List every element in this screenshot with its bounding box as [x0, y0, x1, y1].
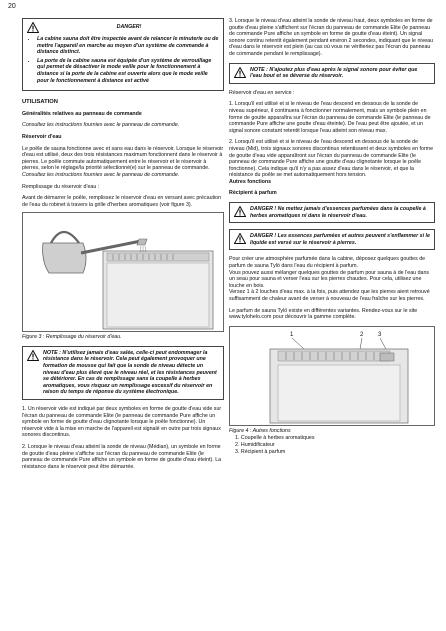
warning-triangle-icon [234, 233, 246, 244]
paragraph-2: 2. Lorsque le niveau d'eau atteint la sonde de niveau (Médian), un symbole en forme de goutte d'eau pleine s'affiche sur l'écran du panneau de commande Elite (le panneau de commande Pure affiche un symbole en forme de goutte d'eau éteint). La résistance dans le réservoir peut être démarrée. [22, 444, 222, 470]
perfume-text-2: Vous pouvez aussi mélanger quelques gouttes de parfum pour sauna à de l'eau dans un seau pour sauna et verser l'eau sur les pierres chaudes. Pour cela, utilisez une louche en bois. [229, 269, 430, 289]
figure-label: 1 [290, 331, 294, 338]
fill-title: Remplissage du réservoir d'eau : [22, 183, 100, 190]
perfume-text-1: Pour créer une atmosphère parfumée dans la cabine, déposez quelques gouttes de parfum de sauna Tylö dans l'eau du récipient à parfum. [229, 256, 426, 270]
figure-label: 2 [360, 331, 364, 338]
general-heading: Généralités relatives au panneau de commande [22, 110, 142, 117]
warning-triangle-icon [234, 67, 246, 78]
figure-4-item: 1. Coupelle à herbes aromatiques [235, 435, 315, 442]
warning-triangle-icon [27, 22, 39, 33]
right-column [229, 18, 435, 455]
paragraph-1: 1. Un réservoir vide est indiqué par deux symboles en forme de goutte d'eau vide sur l'écran du panneau de commande Elite (le panneau de commande Pure affiche un symbole en forme de goutte d'eau clignotante lorsque le poêle fonctionne). Un réservoir vide à la mise en marche de l'appareil est signalé en outre par trois signaux sonores discontinus. [22, 406, 222, 439]
fill-text: Avant de démarrer le poêle, remplissez le réservoir d'eau en versant avec précaution de l'eau du robinet à travers la grille d'herbes aromatiques (voir figure 3). [22, 195, 222, 208]
reservoir-text: Le poêle de sauna fonctionne avec et sans eau dans le réservoir. Lorsque le réservoir d'eau est utilisé, deux des trois résistances maximum fonctionnent dans le réservoir à pierres. Le poêle commute automatiquement entre le réservoir et le réservoir à pierres, selon le réglage/la priorité sélectionné(e) sur le panneau de commande. Consultez les instructions fournies avec le panneau de commande. [22, 145, 224, 178]
perfume-text-4: Le parfum de sauna Tylö existe en différentes variantes. Rendez-vous sur le site www.tylohelo.com pour découvrir la gamme complète. [229, 307, 418, 321]
service-2: 2. Lorsqu'il est utilisé et si le niveau de l'eau descend en dessous de la sonde de niveau (Mid), trois signaux sonores discontinus retentissent et deux symboles en forme de goutte d'eau vide apparaîtront sur l'écran du panneau de commande Elite (le panneau de commande Pure affiche une goutte d'eau clignotante lorsque le poêle fonctionne). Cela indique qu'il n'y a pas assez d'eau dans le réservoir, et que la résistance du poêle se met automatiquement hors tension. [229, 139, 434, 179]
danger-flammable-box: DANGER ! Les essences parfumées et autres peuvent s'enflammer si le liquide est versé sur le réservoir à pierres. [229, 229, 435, 250]
service-title: Réservoir d'eau en service : [229, 89, 295, 96]
no-more-water-note: NOTE : N'ajoutez plus d'eau après le signal sonore pour éviter que l'eau bout et se déverse du réservoir. [229, 63, 435, 84]
danger-box [22, 18, 224, 91]
figure-3 [22, 212, 224, 332]
other-functions-title: Autres fonctions [229, 178, 272, 185]
figure-label: 3 [378, 331, 382, 338]
left-column [22, 18, 224, 475]
figure-4 [229, 326, 435, 426]
service-1: 1. Lorsqu'il est utilisé et si le niveau de l'eau descend en dessous de la sonde de niveau supérieur, il continuera à fonctionner normalement, mais un symbole plein en forme de goutte apparaîtra sur l'écran du panneau de commande Elite (le panneau de commande Pure affiche une goutte d'eau éteinte). De l'eau peut être ajoutée, et un signal sonore constant retentit lorsque l'eau atteint son niveau max. [229, 101, 431, 134]
figure-4-item: 2. Humidificateur [235, 441, 275, 448]
section-title: UTILISATION [22, 99, 58, 106]
salt-water-note: NOTE : N'utilisez jamais d'eau salée, celle-ci peut endommager la résistance dans le réservoir. Cela peut également provoquer une formation de mousse qui fait que la sonde de niveau détecte un niveau d'eau plus élevé que le niveau réel, et les résistances peuvent se détériorer. En cas de remplissage sans la coupelle à herbes aromatiques, vous risquez un remplissage excessif du réservoir en raison du temps de réponse du système électronique. [22, 346, 224, 400]
heater-functions-illustration [230, 327, 434, 425]
general-text: Consultez les instructions fournies avec le panneau de commande. [22, 122, 180, 129]
watering-can-illustration [23, 213, 223, 331]
danger-item: • La cabine sauna doit être inspectée avant de relancer le minuterie ou de mettre l'appareil en marche au moyen d'un système de commande à distance distinct. [37, 36, 219, 56]
page-number: 20 [8, 3, 16, 10]
perfume-text-3: Versez 1 à 2 louches d'eau max. à la fois, puis attendez que les pierres aient retrouvé suffisamment de chaleur avant de verser à nouveau de l'eau fraîche sur les pierres. [229, 289, 430, 302]
danger-title: DANGER! [116, 24, 142, 31]
danger-perfume-box: DANGER ! Ne mettez jamais d'essences parfumées dans la coupelle à herbes aromatiques ni dans le réservoir d'eau. [229, 202, 435, 223]
perfume-cup-title: Récipient à parfum [229, 190, 277, 197]
paragraph-3: 3. Lorsque le niveau d'eau atteint la sonde de niveau haut, deux symboles en forme de goutte d'eau pleine s'affichent sur l'écran du panneau de commande Elite (le panneau de commande Pure affiche un symbole en forme de goutte d'eau éteint). Un signal sonore continu retentit également pendant environ 2 secondes, indiquant que le niveau d'eau dans le réservoir est plein (au cas où vous ne vérifieriez pas l'écran du panneau de commande pendant le remplissage). [229, 18, 434, 57]
danger-item: • La porte de la cabine sauna est équipée d'un système de verrouillage qui permet de désactiver le mode veille pour le fonctionnement à distance si la porte de la cabine est ouverte alors que le mode veille pour le fonctionnement à distance est activé [37, 58, 219, 84]
figure-4-caption: Figure 4 : Autres fonctions [229, 427, 291, 434]
warning-triangle-icon [234, 206, 246, 217]
figure-3-caption: Figure 3 : Remplissage du réservoir d'eau. [22, 334, 122, 341]
warning-triangle-icon [27, 350, 39, 361]
reservoir-heading: Réservoir d'eau [22, 133, 62, 140]
figure-4-item: 3. Récipient à parfum [235, 448, 286, 455]
